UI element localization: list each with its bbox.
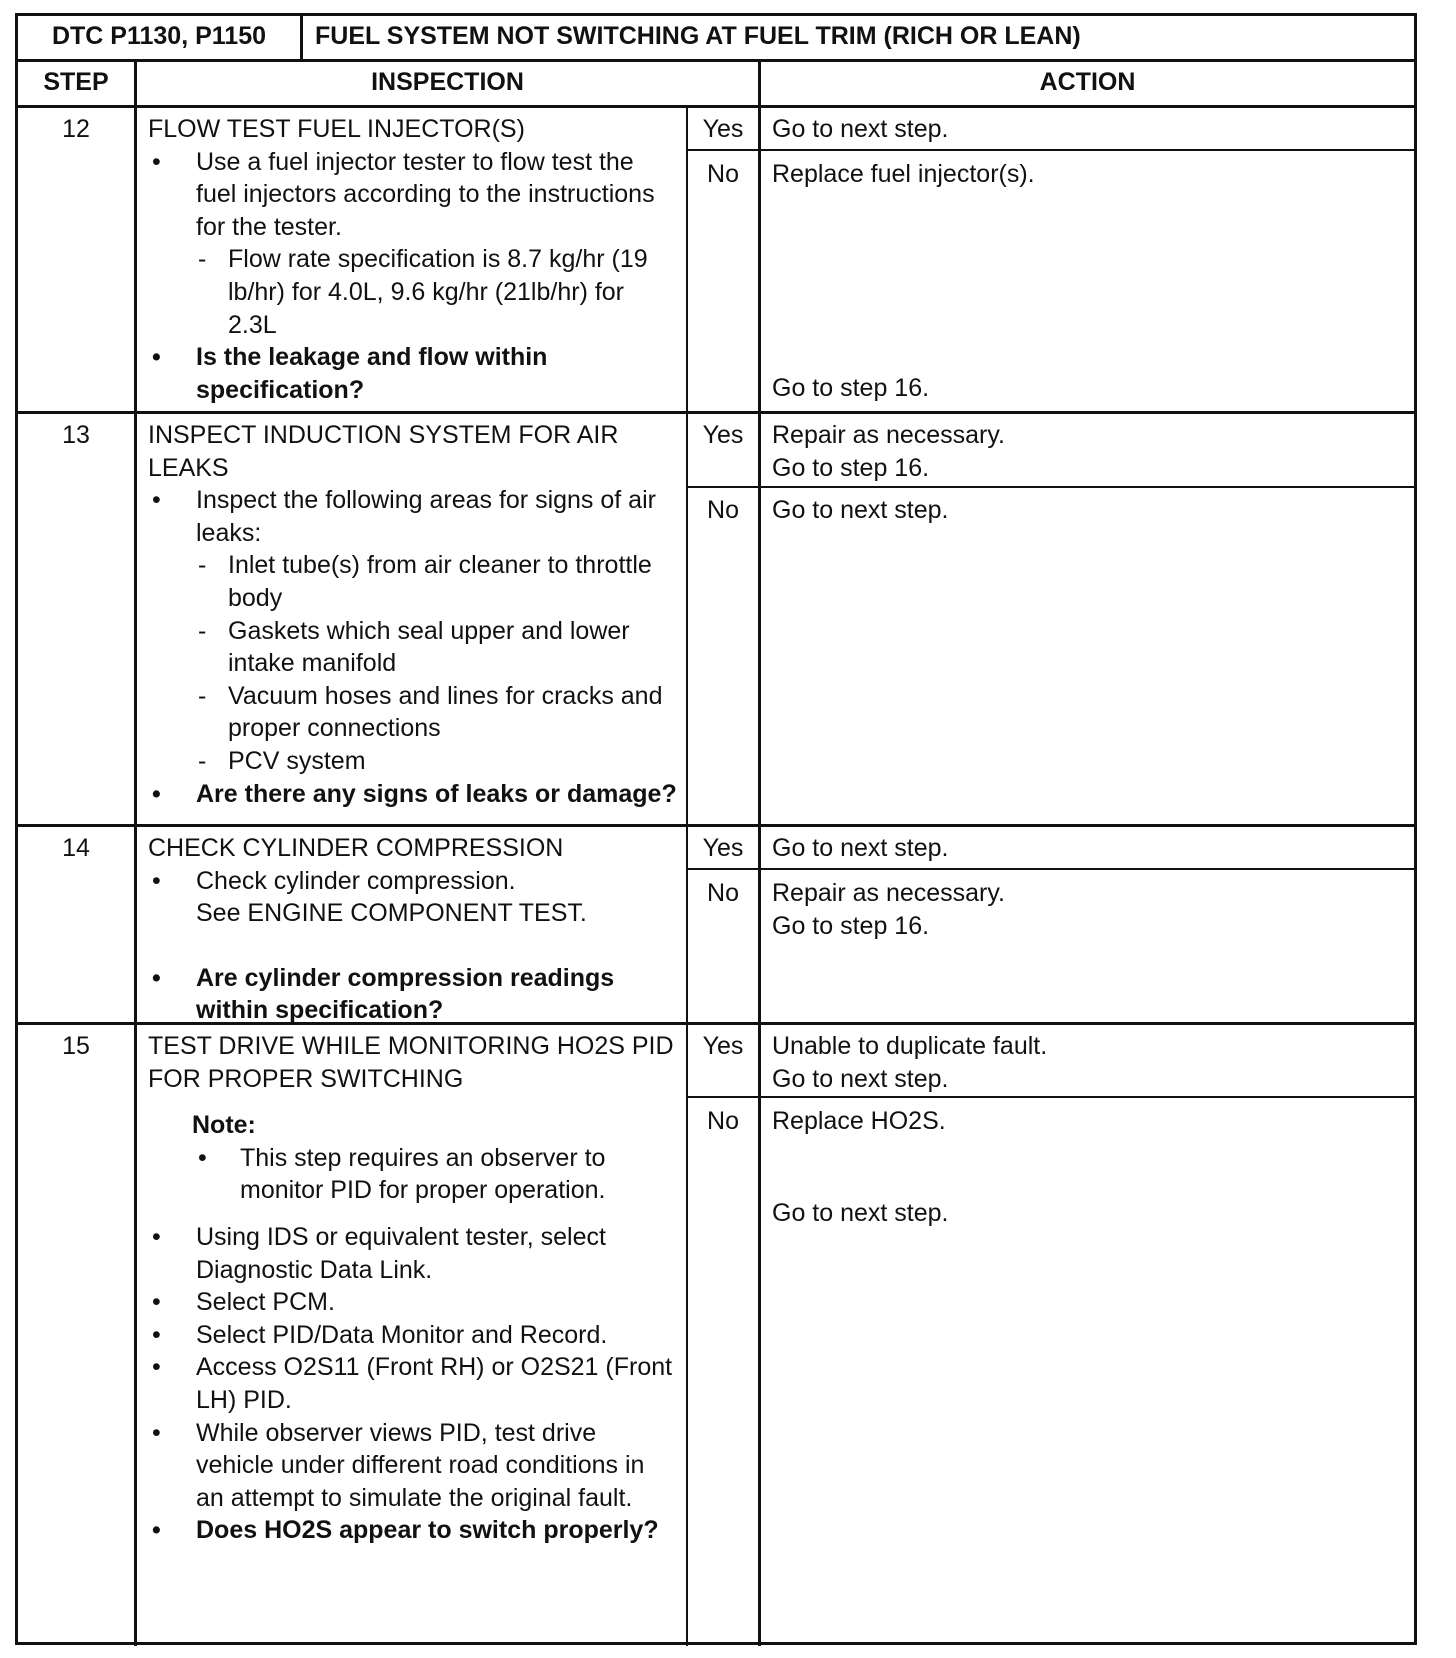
list-item: • Using IDS or equivalent tester, select Diagnostic Data Link. [152, 1222, 606, 1284]
table-rule [300, 16, 303, 61]
list-item: • Inspect the following areas for signs of air leaks: [152, 486, 656, 547]
yes-label: Yes [702, 421, 744, 449]
step-question: • Does HO2S appear to switch properly? [148, 1514, 678, 1547]
no-label: No [707, 879, 739, 907]
no-action: Replace HO2S. [772, 1107, 946, 1135]
table-rule [18, 105, 1414, 108]
no-label: No [707, 1107, 739, 1135]
table-rule [18, 824, 1414, 827]
bullet-icon: • [198, 1143, 207, 1172]
sub-item: - Flow rate specification is 8.7 kg/hr (19 lb/hr) for 4.0L, 9.6 kg/hr (21lb/hr) for 2.3L [198, 245, 648, 339]
dash-icon: - [198, 746, 207, 775]
bullet-icon: • [152, 343, 161, 372]
step-title: TEST DRIVE WHILE MONITORING HO2S PID FOR PROPER SWITCHING [148, 1032, 674, 1093]
list-item-continuation: See ENGINE COMPONENT TEST. [196, 899, 587, 928]
no-label: No [707, 160, 739, 188]
step-title: CHECK CYLINDER COMPRESSION [148, 834, 564, 862]
bullet-icon: • [152, 1320, 161, 1349]
bullet-icon: • [152, 866, 161, 895]
bullet-icon: • [152, 1353, 161, 1382]
table-rule [134, 60, 137, 1646]
note-label: Note: [192, 1111, 256, 1140]
step-title: INSPECT INDUCTION SYSTEM FOR AIR LEAKS [148, 421, 619, 482]
sub-item: - Vacuum hoses and lines for cracks and proper connections [198, 681, 663, 743]
bullet-icon: • [152, 1516, 161, 1545]
no-action: Replace fuel injector(s). [772, 160, 1035, 188]
yes-action: Go to next step. [772, 115, 949, 143]
yes-action: Unable to duplicate fault. Go to next step. [772, 1032, 1048, 1093]
step-inspection [148, 832, 678, 1027]
step-number: 12 [62, 115, 90, 143]
yes-label: Yes [702, 834, 744, 862]
step-number: 13 [62, 421, 90, 449]
page-title: FUEL SYSTEM NOT SWITCHING AT FUEL TRIM (RICH OR LEAN) [315, 22, 1081, 50]
list-item: • Check cylinder compression. [148, 865, 678, 898]
list-item: • Use a fuel injector tester to flow test the fuel injectors according to the instructions for the tester. [152, 147, 655, 241]
table-rule [18, 411, 1414, 414]
step-question: • Are there any signs of leaks or damage? [148, 778, 678, 811]
step-question: • Is the leakage and flow within specification? [152, 343, 548, 404]
bullet-icon: • [152, 963, 161, 992]
list-item: • While observer views PID, test drive vehicle under different road conditions in an attempt to simulate the original fault. [152, 1418, 645, 1512]
step-inspection [148, 113, 678, 406]
bullet-icon: • [152, 486, 161, 515]
step-question: • Are cylinder compression readings within specification? [152, 963, 615, 1025]
yes-label: Yes [702, 1032, 744, 1060]
no-action-followup: Go to step 16. [772, 374, 930, 402]
list-item: • Access O2S11 (Front RH) or O2S21 (Front LH) PID. [152, 1353, 673, 1414]
list-item: • Select PCM. [148, 1286, 678, 1319]
column-header-action: ACTION [1039, 68, 1136, 96]
yes-action: Repair as necessary. Go to step 16. [772, 421, 1005, 482]
note-item: • This step requires an observer to monitor PID for proper operation. [198, 1143, 606, 1205]
table-rule [686, 149, 1414, 151]
yes-label: Yes [702, 115, 744, 143]
column-header-step: STEP [43, 68, 109, 96]
bullet-icon: • [152, 779, 161, 808]
dash-icon: - [198, 551, 207, 580]
dtc-codes: DTC P1130, P1150 [51, 22, 267, 50]
sub-item: - PCV system [148, 745, 678, 778]
step-number: 14 [62, 834, 90, 862]
no-action-followup: Go to next step. [772, 1199, 949, 1227]
bullet-icon: • [152, 147, 161, 176]
step-title: FLOW TEST FUEL INJECTOR(S) [148, 115, 525, 143]
no-label: No [707, 496, 739, 524]
table-rule [686, 486, 1414, 488]
bullet-icon: • [152, 1222, 161, 1251]
yes-action: Go to next step. [772, 834, 949, 862]
no-action: Go to next step. [772, 496, 949, 524]
dash-icon: - [198, 245, 207, 274]
step-inspection [148, 419, 678, 810]
table-rule [686, 106, 688, 1646]
sub-item: - Inlet tube(s) from air cleaner to throttle body [198, 551, 652, 612]
table-rule [686, 868, 1414, 870]
table-rule [758, 60, 761, 1646]
step-number: 15 [62, 1032, 90, 1060]
dash-icon: - [198, 681, 207, 710]
bullet-icon: • [152, 1418, 161, 1447]
dash-icon: - [198, 616, 207, 645]
bullet-icon: • [152, 1288, 161, 1317]
diagnostic-table [15, 13, 1417, 1645]
no-action: Repair as necessary. Go to step 16. [772, 879, 1005, 940]
table-rule [18, 59, 1414, 62]
list-item: • Select PID/Data Monitor and Record. [148, 1319, 678, 1352]
table-rule [686, 1096, 1414, 1098]
step-inspection [148, 1030, 678, 1547]
column-header-inspection: INSPECTION [371, 68, 524, 96]
sub-item: - Gaskets which seal upper and lower intake manifold [198, 616, 630, 678]
